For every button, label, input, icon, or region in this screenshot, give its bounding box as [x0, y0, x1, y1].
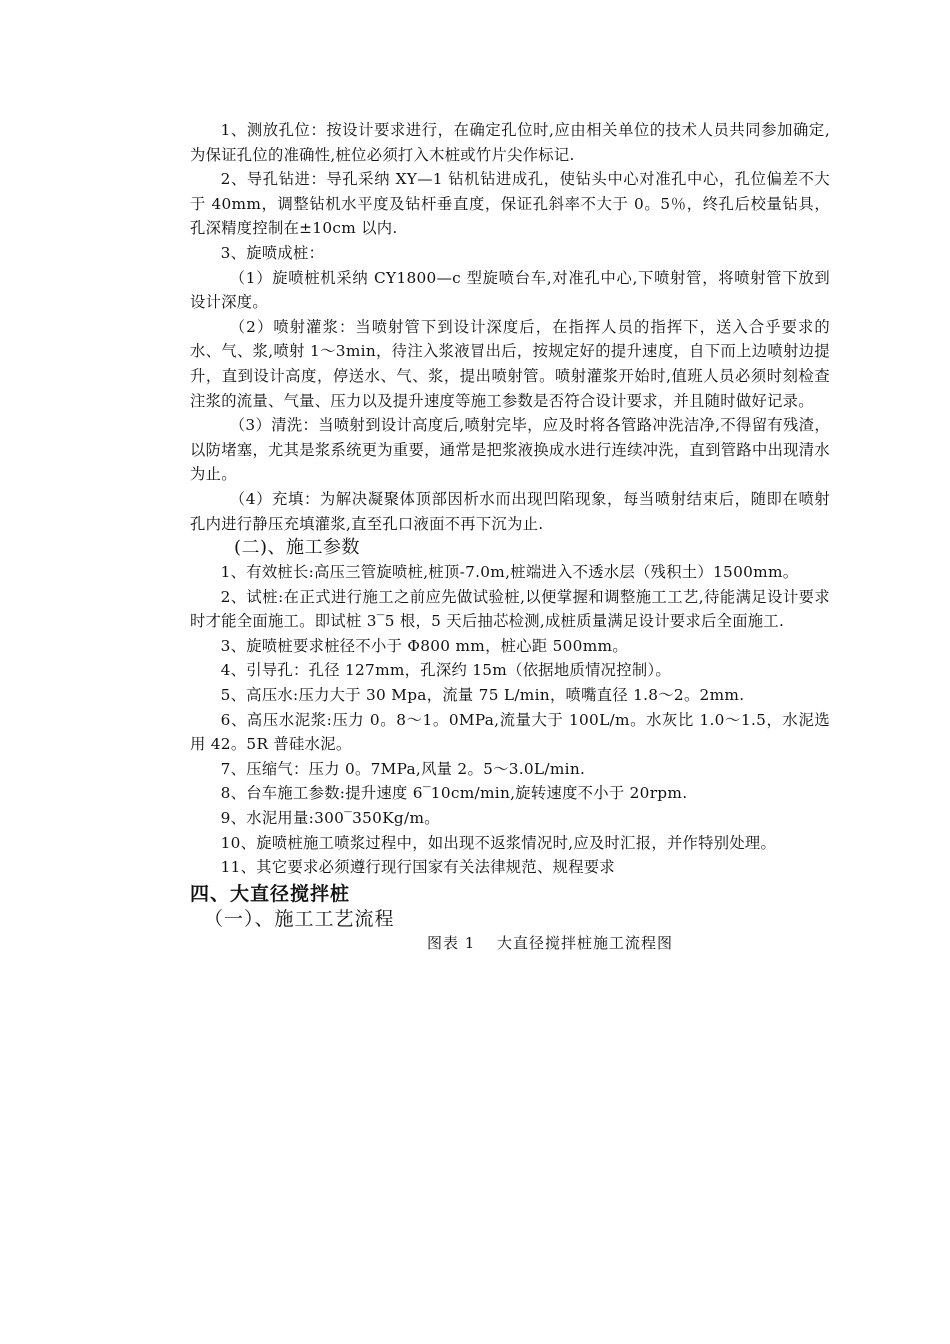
paragraph: （2）喷射灌浆：当喷射管下到设计深度后，在指挥人员的指挥下，送入合乎要求的水、气、浆,喷射 1～3min，待注入浆液冒出后，按规定好的提升速度，自下而上边喷射边提升，直到设计高度，停送水、气、浆，提出喷射管。喷射灌浆开始时,值班人员必须时刻检查注浆的流量、气量、压力以及提升速度等施工参数是否符合设计要求，并且随时做好记录。: [190, 317, 830, 410]
paragraph: 8、台车施工参数:提升速度 6‾10cm/min,旋转速度不小于 20rpm.: [220, 784, 688, 803]
parameter-list: [190, 560, 830, 880]
heading-construction-parameters: (二)、施工参数: [234, 537, 361, 559]
heading-large-diameter-mixing-pile: 四、大直径搅拌桩: [190, 882, 351, 905]
paragraph: （3）清洗：当喷射到设计高度后,喷射完毕，应及时将各管路冲洗洁净,不得留有残渣，以防堵塞，尤其是浆系统更为重要，通常是把浆液换成水进行连续冲洗，直到管路中出现清水为止。: [190, 416, 830, 484]
paragraph: （1）旋喷桩机采纳 CY1800—c 型旋喷台车,对准孔中心,下喷射管，将喷射管下放到设计深度。: [190, 268, 830, 312]
paragraph: 10、旋喷桩施工喷浆过程中，如出现不返浆情况时,应及时汇报，并作特别处理。: [220, 833, 777, 852]
paragraph: 7、压缩气：压力 0。7MPa,风量 2。5～3.0L/min.: [220, 759, 586, 778]
paragraph: 6、高压水泥浆:压力 0。8～1。0MPa,流量大于 100L/m。水灰比 1.0～1.5，水泥选用 42。5R 普硅水泥。: [190, 710, 830, 754]
paragraph: 1、有效桩长:高压三管旋喷桩,桩顶-7.0m,桩端进入不透水层（残积土）1500mm。: [220, 563, 799, 582]
paragraph: 3、旋喷成桩：: [220, 243, 325, 262]
figure-caption: 图表 1 大直径搅拌桩施工流程图: [426, 933, 674, 952]
heading-process-flow: （一）、施工工艺流程: [204, 907, 395, 930]
paragraph: 1、测放孔位：按设计要求进行，在确定孔位时,应由相关单位的技术人员共同参加确定,为保证孔位的准确性,桩位必须打入木桩或竹片尖作标记.: [190, 121, 830, 164]
paragraph: 4、引导孔：孔径 127mm，孔深约 15m（依据地质情况控制）。: [220, 661, 672, 680]
paragraph: 2、导孔钻进：导孔采纳 XY—1 钻机钻进成孔，使钻头中心对准孔中心，孔位偏差不大于 40mm，调整钻机水平度及钻杆垂直度，保证孔斜率不大于 0。5％，终孔后校量钻具，孔深精度控制在±10cm 以内.: [190, 170, 830, 238]
paragraph: 11、其它要求必须遵行现行国家有关法律规范、规程要求: [220, 858, 615, 877]
paragraph: （4）充填：为解决凝聚体顶部因析水而出现凹陷现象，每当喷射结束后，随即在喷射孔内进行静压充填灌浆,直至孔口液面不再下沉为止.: [190, 489, 830, 533]
document-body: [190, 118, 830, 954]
paragraph: 9、水泥用量:300‾350Kg/m。: [220, 809, 440, 828]
paragraph: 3、旋喷桩要求桩径不小于 Φ800 mm，桩心距 500mm。: [220, 636, 628, 655]
construction-steps: [190, 118, 830, 536]
paragraph: 5、高压水:压力大于 30 Mpa，流量 75 L/min，喷嘴直径 1.8～2。2mm.: [220, 686, 745, 705]
paragraph: 2、试桩:在正式进行施工之前应先做试验桩,以便掌握和调整施工工艺,待能满足设计要求时才能全面施工。即试桩 3‾5 根，5 天后抽芯检测,成桩质量满足设计要求后全面施工.: [190, 587, 830, 631]
